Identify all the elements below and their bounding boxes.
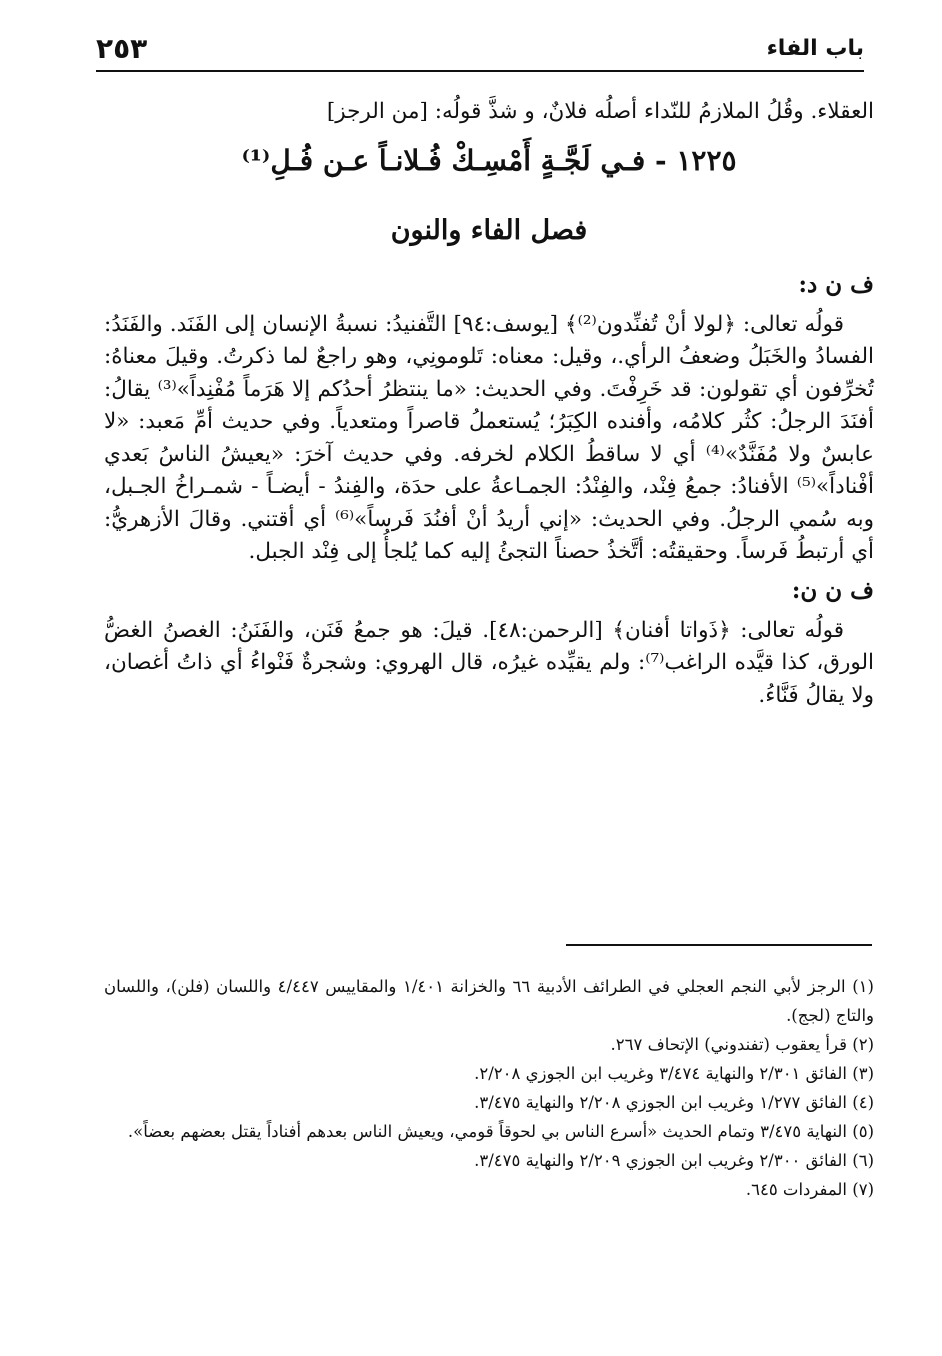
- footnote-5: (٥) النهاية ٣/٤٧٥ وتمام الحديث «أسرع الناس بي لحوقاً قومي، ويعيش الناس بعدهم أفناداً يقتل بعضهم بعضاً».: [127, 1122, 874, 1141]
- footnote-4: (٤) الفائق ١/٢٧٧ وغريب ابن الجوزي ٢/٢٠٨ والنهاية ٣/٤٧٥.: [474, 1093, 874, 1112]
- entry-paragraph-fnn: قولُه تعالى: ﴿ذَواتا أفنان﴾ [الرحمن:٤٨]. قيلَ: هو جمعُ فَنَن، والفَنَنُ: الغصنُ الغضُّ الورق، كذا قيَّده الراغب⁽⁷⁾: ولم يقيِّده غيرُه، قال الهروي: وشجرةٌ فَنْواءُ أي ذاتُ أغصان، ولا يقالُ فَنَّاءُ.: [104, 617, 874, 708]
- intro-paragraph: العقلاء. وقُلُ الملازمُ للنّداء أصلُه فلانٌ، و شذَّ قولُه: [من الرجز]: [326, 99, 874, 124]
- footnote-6: (٦) الفائق ٢/٣٠٠ وغريب ابن الجوزي ٢/٢٠٩ والنهاية ٣/٤٧٥.: [474, 1151, 874, 1170]
- page-number: ٢٥٣: [96, 32, 148, 65]
- footnote-1: (١) الرجز لأبي النجم العجلي في الطرائف الأدبية ٦٦ والخزانة ١/٤٠١ والمقاييس ٤/٤٤٧ واللسان (فلن)، واللسان والتاج (لجج).: [104, 977, 874, 1025]
- poetry-verse: ١٢٢٥ - فـي لَجَّـةٍ أَمْسِـكْ فُـلانـاً عـن فُـلِ⁽¹⁾: [241, 143, 737, 177]
- footnotes: [104, 972, 874, 1204]
- root-heading-fnd: ف ن د:: [798, 270, 874, 298]
- main-text: [104, 96, 874, 712]
- entry-paragraph-fnd: قولُه تعالى: ﴿لولا أنْ تُفنِّدون⁽²⁾﴾ [يوسف:٩٤] التَّفنيدُ: نسبةُ الإنسان إلى الفَنَد. والفَنَدُ: الفسادُ والخَبَلُ وضعفُ الرأي.، وقيل: معناه: تَلومونِي، وهو راجعٌ لما ذكرتُ. وقيلَ معناهُ: تُخرِّفون أي تقولون: قد خَرِفْتَ. وفي الحديث: «ما ينتظرُ أحدُكم إلا هَرَماً مُفْنِداً»⁽³⁾ يقالُ: أفنَدَ الرجلُ: كثُر كلامُه، وأفنده الكِبَرُ؛ يُستعملُ قاصراً ومتعدياً. وفي حديث أمِّ مَعبد: «لا عابسٌ ولا مُفَنَّدٌ»⁽⁴⁾ أي لا ساقطُ الكلام لخرفه. وفي حديث آخرَ: «يعيشُ الناسُ بَعدي أفْناداً»⁽⁵⁾ الأفنادُ: جمعُ فِنْد، والفِنْدُ: الجمـاعةُ على حدَة، والفِندُ - أيضـاً - شمـراخُ الجـبل، وبه سُمي الرجلُ. وفي الحديث: «إني أريدُ أنْ أفنُدَ فَرساً»⁽⁶⁾ أي أقتني. وقالَ الأزهريُّ: أي أرتبطُ فَرساً. وحقيقتُه: أتَّخذُ حصناً التجئُ إليه كما يُلجأُ إلى فِنْد الجبل.: [104, 311, 874, 564]
- section-title: فصل الفاء والنون: [390, 214, 588, 246]
- footnote-2: (٢) قرأ يعقوب (تفندوني) الإتحاف ٢٦٧.: [610, 1035, 874, 1054]
- chapter-title: باب الفاء: [766, 36, 864, 61]
- footnote-3: (٣) الفائق ٢/٣٠١ والنهاية ٣/٤٧٤ وغريب ابن الجوزي ٢/٢٠٨.: [474, 1064, 874, 1083]
- footnote-7: (٧) المفردات ٦٤٥.: [745, 1180, 874, 1199]
- running-header: [96, 28, 864, 72]
- footnote-separator: [566, 944, 872, 946]
- header-rule: [96, 70, 864, 72]
- root-heading-fnn: ف ن ن:: [791, 576, 874, 604]
